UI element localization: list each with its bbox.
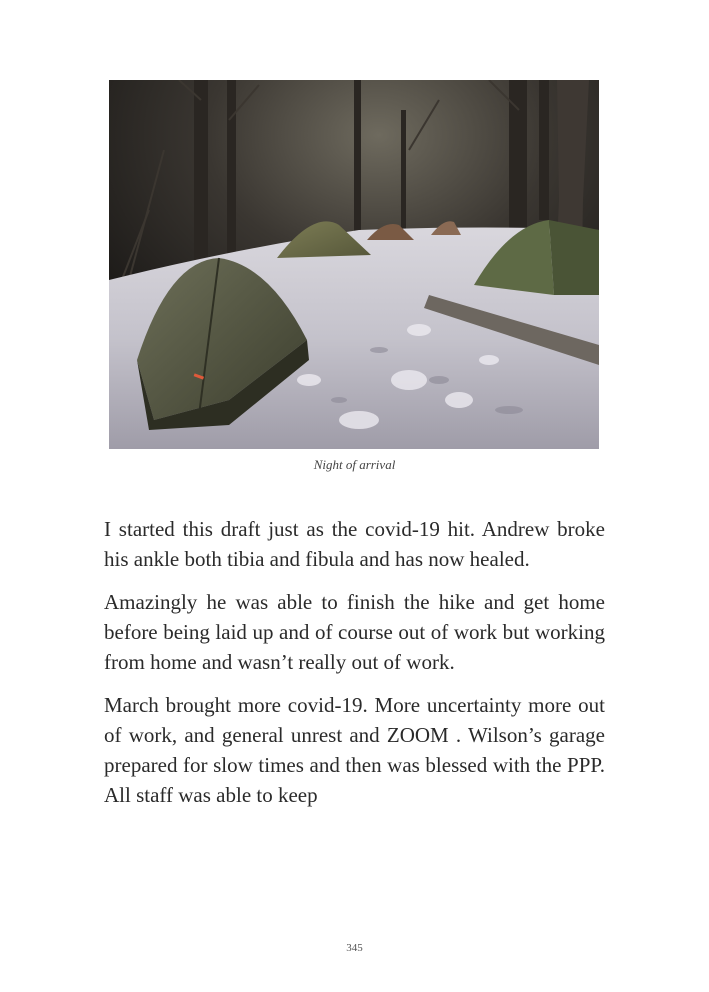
body-text (104, 514, 605, 823)
paragraph: March brought more covid-19. More uncertainty more out of work, and general unrest and ZOOM . Wilson’s garage prepared for slow times and then was blessed with the PPP. All staff was able to keep (104, 693, 605, 807)
paragraph: Amazingly he was able to finish the hike and get home before being laid up and of course out of work but working from home and wasn’t really out of work. (104, 590, 605, 674)
photo-caption: Night of arrival (313, 457, 396, 472)
campsite-photo (109, 80, 599, 449)
paragraph: I started this draft just as the covid-19 hit. Andrew broke his ankle both tibia and fibula and has now healed. (104, 517, 605, 571)
page-number: 345 (346, 942, 363, 954)
